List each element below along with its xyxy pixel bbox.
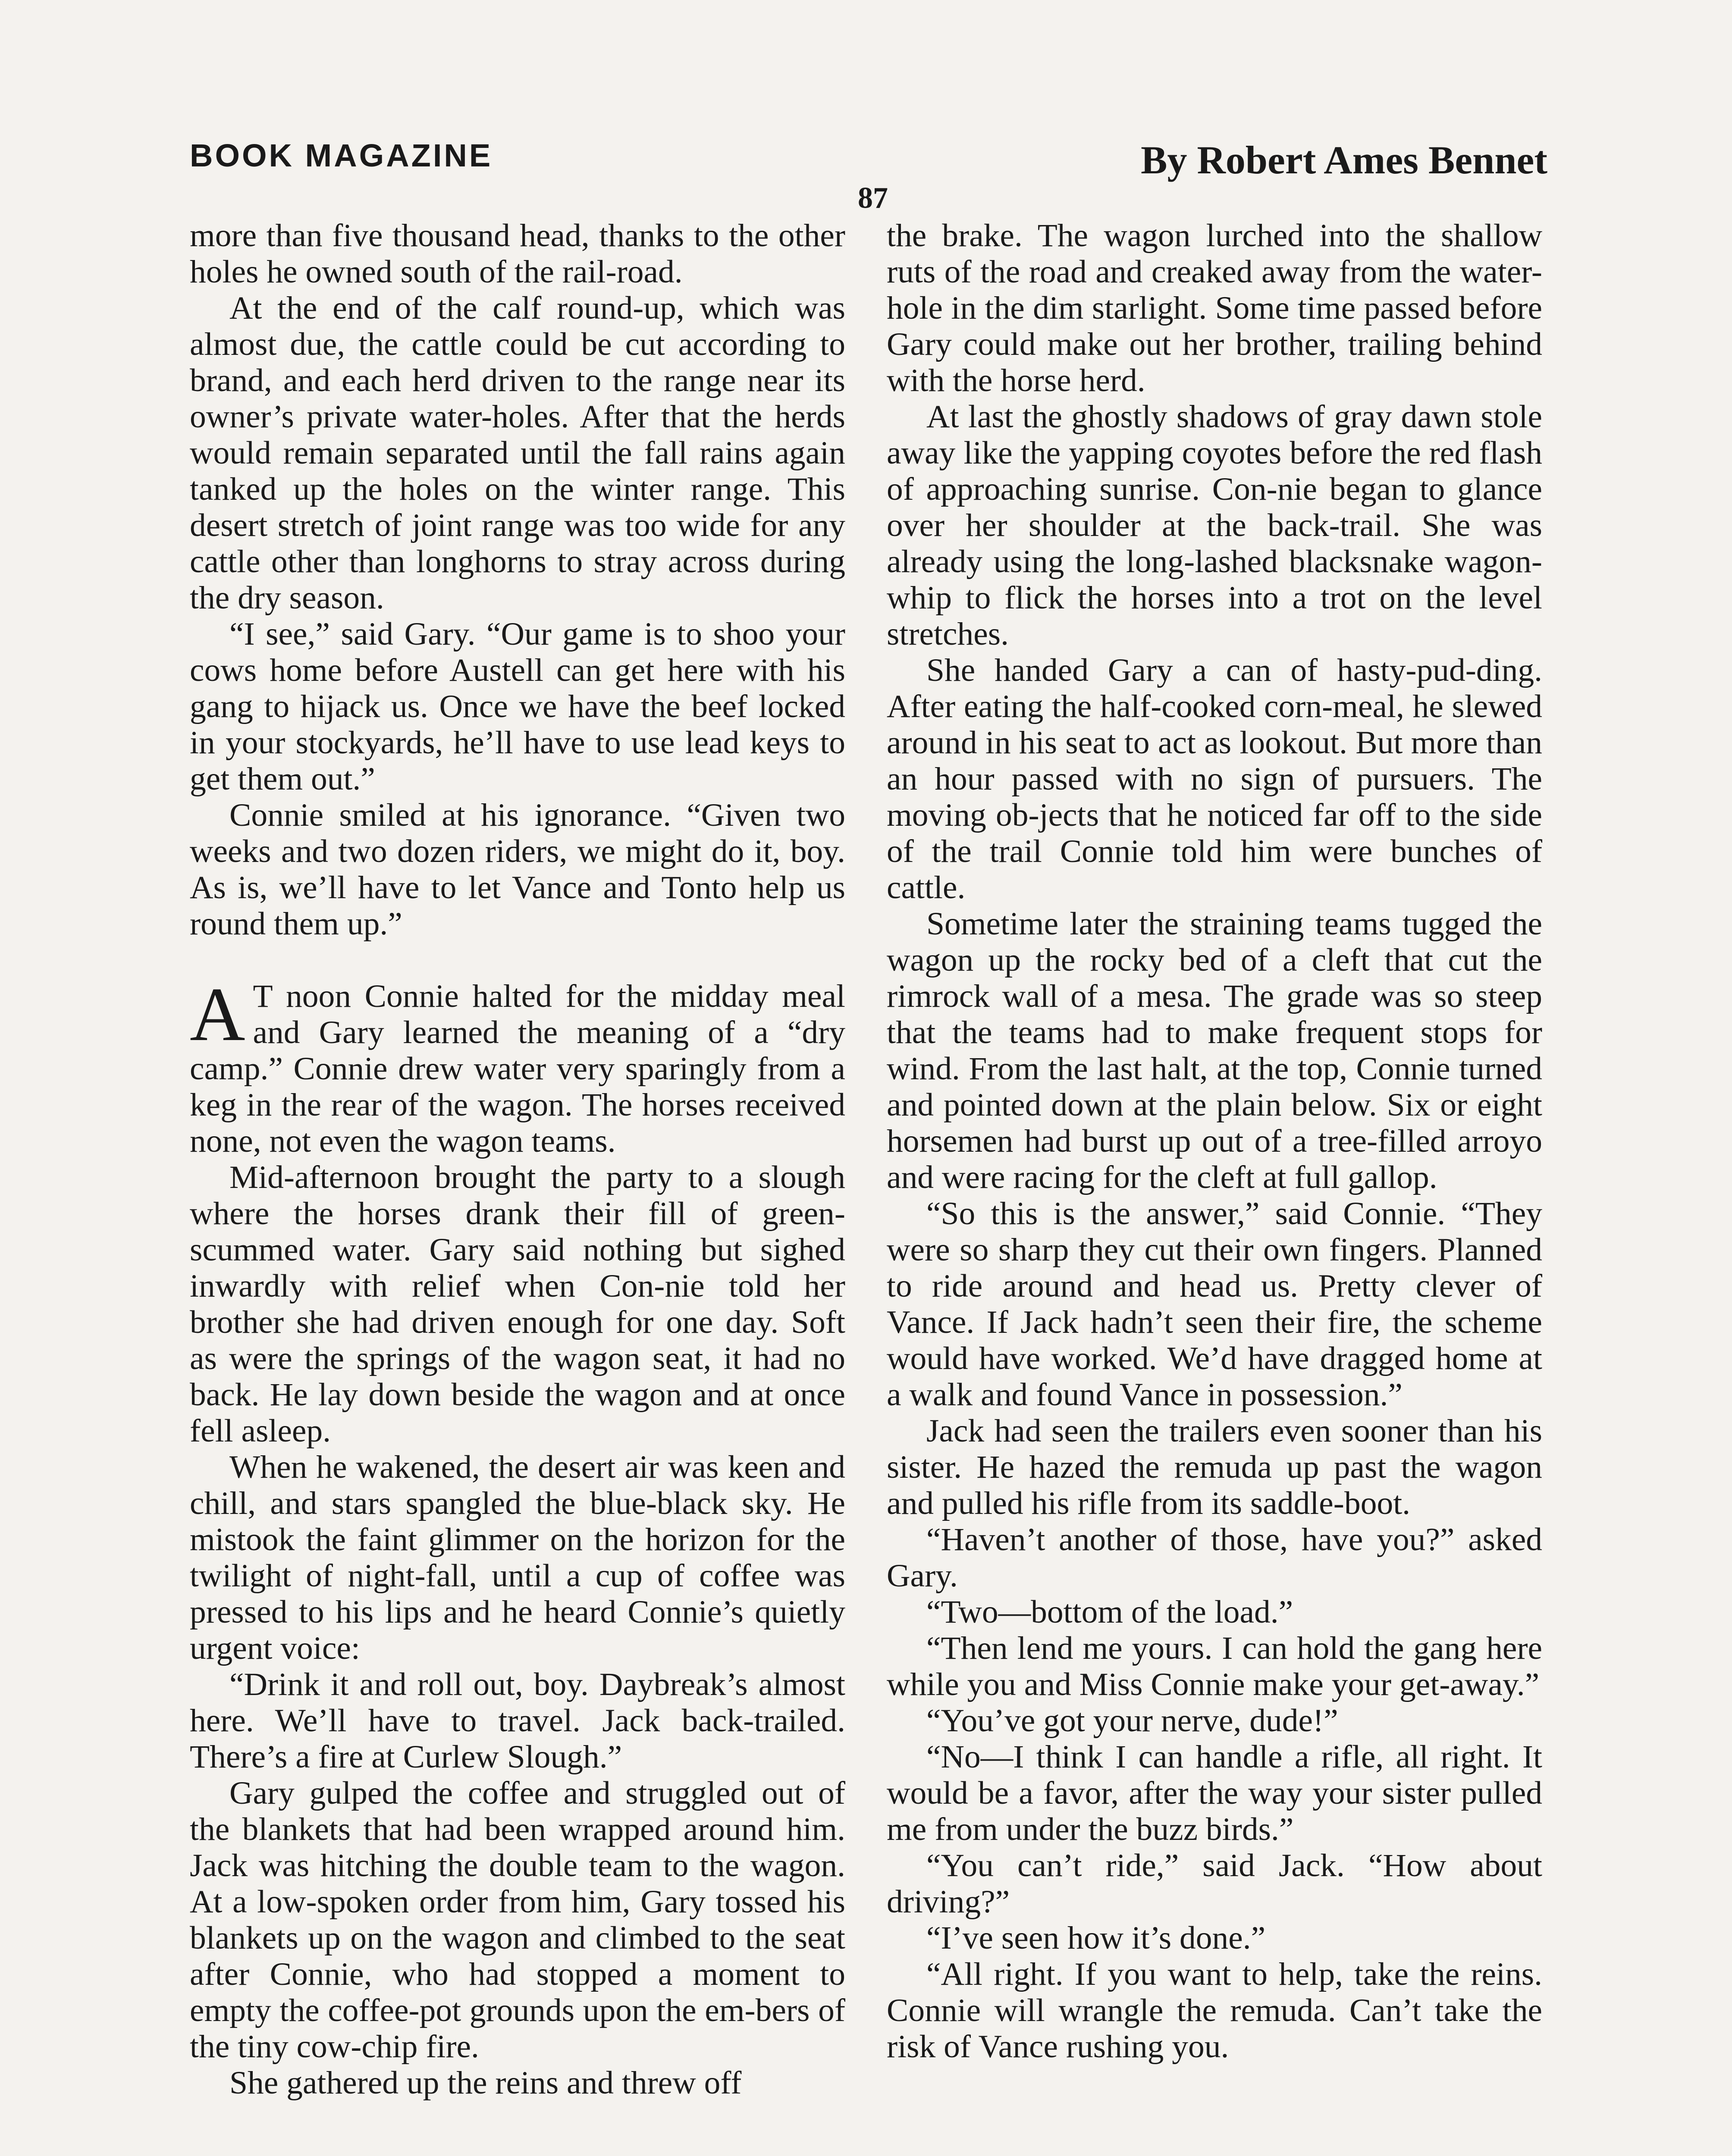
paragraph: Connie smiled at his ignorance. “Given two weeks and two dozen riders, we might do it, boy. As is, we’ll have to let Vance and Tonto help us round them up.” <box>190 797 845 942</box>
page-number: 87 <box>858 182 888 215</box>
author-byline: By Robert Ames Bennet <box>1141 138 1547 182</box>
paragraph: “I see,” said Gary. “Our game is to shoo your cows home before Austell can get here with his gang to hijack us. Once we have the beef locked in your stockyards, he’ll have to use lead keys to get them out.” <box>190 616 845 797</box>
paragraph: “Then lend me yours. I can hold the gang here while you and Miss Connie make your get-away.” <box>887 1630 1542 1702</box>
paragraph: “Haven’t another of those, have you?” asked Gary. <box>887 1522 1542 1594</box>
paragraph: When he wakened, the desert air was keen and chill, and stars spangled the blue-black sky. He mistook the faint glimmer on the horizon for the twilight of night-fall, until a cup of coffee was pressed to his lips and he heard Connie’s quietly urgent voice: <box>190 1449 845 1666</box>
paragraph: Jack had seen the trailers even sooner than his sister. He hazed the remuda up past the wagon and pulled his rifle from its saddle-boot. <box>887 1413 1542 1521</box>
paragraph: Mid-afternoon brought the party to a slough where the horses drank their fill of green-scummed water. Gary said nothing but sighed inwardly with relief when Con-nie told her brother she had driven enough for one day. Soft as were the springs of the wagon seat, it had no back. He lay down beside the wagon and at once fell asleep. <box>190 1159 845 1449</box>
paragraph: She gathered up the reins and threw off <box>229 2065 742 2101</box>
right-column <box>887 218 1542 2156</box>
paragraph: At the end of the calf round-up, which was almost due, the cattle could be cut according to brand, and each herd driven to the range near its owner’s private water-holes. After that the herds would remain separated until the fall rains again tanked up the holes on the winter range. This desert stretch of joint range was too wide for any cattle other than longhorns to stray across during the dry season. <box>190 290 845 616</box>
drop-cap: A <box>190 971 245 1057</box>
paragraph: the brake. The wagon lurched into the shallow ruts of the road and creaked away from the water-hole in the dim starlight. Some time passed before Gary could make out her brother, trailing behind with the horse herd. <box>887 218 1542 398</box>
paragraph: “So this is the answer,” said Connie. “They were so sharp they cut their own fingers. Planned to ride around and head us. Pretty clever of Vance. If Jack hadn’t seen their fire, the scheme would have worked. We’d have dragged home at a walk and found Vance in possession.” <box>887 1196 1542 1413</box>
paragraph: “Drink it and roll out, boy. Daybreak’s almost here. We’ll have to travel. Jack back-trailed. There’s a fire at Curlew Slough.” <box>190 1667 845 1775</box>
paragraph: “You’ve got your nerve, dude!” <box>926 1703 1338 1739</box>
paragraph: more than five thousand head, thanks to the other holes he owned south of the rail-road. <box>190 218 845 290</box>
paragraph: Sometime later the straining teams tugged the wagon up the rocky bed of a cleft that cut the rimrock wall of a mesa. The grade was so steep that the teams had to make frequent stops for wind. From the last halt, at the top, Connie turned and pointed down at the plain below. Six or eight horsemen had burst up out of a tree-filled arroyo and were racing for the cleft at full gallop. <box>887 906 1542 1195</box>
paragraph: “You can’t ride,” said Jack. “How about driving?” <box>887 1848 1542 1920</box>
paragraph: “Two—bottom of the load.” <box>926 1594 1293 1630</box>
magazine-title: BOOK MAGAZINE <box>190 138 493 173</box>
paragraph: At last the ghostly shadows of gray dawn stole away like the yapping coyotes before the red flash of approaching sunrise. Con-nie began to glance over her shoulder at the back-trail. She was already using the long-lashed blacksnake wagon-whip to flick the horses into a trot on the level stretches. <box>887 399 1542 652</box>
paragraph: “I’ve seen how it’s done.” <box>926 1920 1266 1956</box>
paragraph: “All right. If you want to help, take the reins. Connie will wrangle the remuda. Can’t take the risk of Vance rushing you. <box>887 1956 1542 2065</box>
paragraph: Gary gulped the coffee and struggled out of the blankets that had been wrapped around him. Jack was hitching the double team to the wagon. At a low-spoken order from him, Gary tossed his blankets up on the wagon and climbed to the seat after Connie, who had stopped a moment to empty the coffee-pot grounds upon the em-bers of the tiny cow-chip fire. <box>190 1775 845 2065</box>
section-opening-text: T noon Connie halted for the midday meal and Gary learned the meaning of a “dry camp.” Connie drew water very sparingly from a keg in the rear of the wagon. The horses received none, not even the wagon teams. <box>190 978 845 1159</box>
left-column <box>190 218 845 2156</box>
paragraph: “No—I think I can handle a rifle, all right. It would be a favor, after the way your sister pulled me from under the buzz birds.” <box>887 1739 1542 1847</box>
paragraph: She handed Gary a can of hasty-pud-ding. After eating the half-cooked corn-meal, he slewed around in his seat to act as lookout. But more than an hour passed with no sign of pursuers. The moving ob-jects that he noticed far off to the side of the trail Connie told him were bunches of cattle. <box>887 652 1542 906</box>
section-opening-paragraph <box>190 971 845 1159</box>
